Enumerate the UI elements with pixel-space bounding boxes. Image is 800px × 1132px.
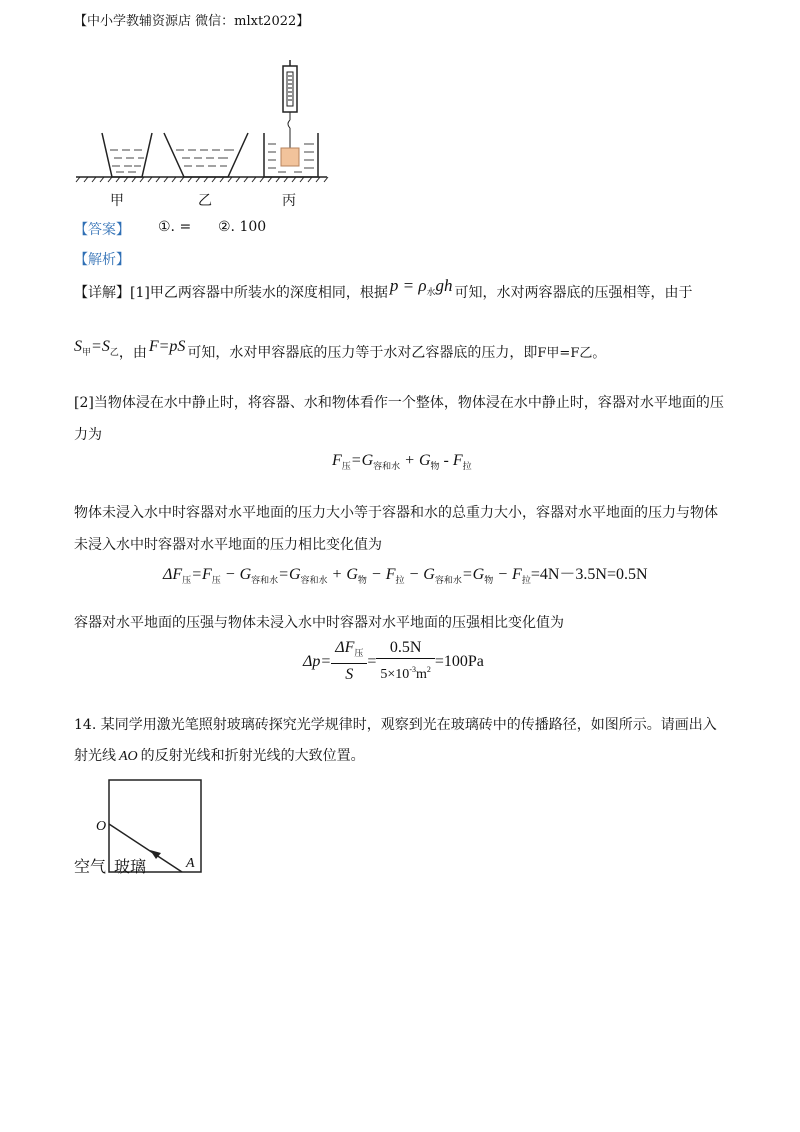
equation-1: $F_压=G_{容和水} + G_物 - F_拉$ [332, 452, 472, 471]
detail-p2-b: 可知，水对甲容器底的压力等于水对乙容器底的压力，即 [187, 345, 538, 361]
equation-3-result: =100Pa [434, 653, 484, 670]
q14-text-a: 射光线 [74, 748, 116, 764]
q14-ao: AO [119, 749, 138, 764]
analysis-tag: 【解析】 [74, 252, 130, 268]
question-14-line-2 [74, 745, 365, 765]
detail-line-1 [74, 276, 693, 304]
label-bing: 丙 [282, 193, 296, 209]
formula-f-ps: F=pS [148, 338, 186, 355]
detail-line-6: 未浸入水中时容器对水平地面的压力相比变化值为 [74, 537, 382, 553]
label-glass: 玻璃 [114, 857, 147, 876]
label-a: A [186, 856, 195, 871]
detail-line-7: 容器对水平地面的压强与物体未浸入水中时容器对水平地面的压强相比变化值为 [74, 615, 564, 631]
equation-3: Δp= $\frac{\Delta F_压}{S}$ = $\frac{0.5N}{5\times 10^{-3}m^2}$ =100Pa [303, 638, 484, 686]
formula-p-rho-gh: $p = \rho_水gh$ [389, 276, 453, 297]
q14-text-b: 的反射光线和折射光线的大致位置。 [140, 748, 365, 764]
fraction-values: $\frac{0.5N}{5\times 10^{-3}m^2}$ [376, 638, 434, 686]
detail-line-5: 物体未浸入水中时容器对水平地面的压力大小等于容器和水的总重力大小，容器对水平地面的压力与物体 [74, 505, 718, 521]
detail-line-2 [74, 338, 606, 364]
detail-p2-a: ，由 [118, 345, 147, 361]
header-text: 【中小学教辅资源店 微信：mlxt2022】 [74, 14, 310, 29]
formula-s-equal: $S_甲=S_乙$ [74, 338, 119, 357]
question-14-line-1: 14. 某同学用激光笔照射玻璃砖探究光学规律时，观察到光在玻璃砖中的传播路径，如图所示。请画出入 [74, 717, 717, 733]
spring-scale-icon [283, 60, 297, 148]
detail-line-3: [2]当物体浸在水中静止时，将容器、水和物体看作一个整体，物体浸在水中静止时，容器对水平地面的压 [74, 395, 724, 411]
container-yi [164, 133, 248, 177]
detail-p1-a: [1]甲乙两容器中所装水的深度相同，根据 [130, 285, 388, 301]
detail-line-4: 力为 [74, 427, 102, 443]
detail-p1-b: 可知，水对两容器底的压强相等，由于 [454, 285, 693, 301]
answer-1: ①. = [158, 219, 192, 235]
fraction-dF-S: $\frac{\Delta F_压}{S}$ [331, 638, 367, 686]
label-jia: 甲 [110, 193, 124, 209]
answer-2: ②. 100 [218, 219, 267, 235]
equation-2: $\Delta F_压=F_压 - G_{容和水}=G_{容和水} + G_物 - F_拉 - G_{容和水}=G_物 - F_拉=4N-3.5N=0.5N$ [163, 566, 648, 585]
label-yi: 乙 [198, 193, 212, 209]
detail-p2-eq: F甲=F乙。 [537, 346, 606, 361]
detail-tag: 【详解】 [74, 285, 130, 301]
object-block [281, 148, 299, 166]
answer-tag: 【答案】 [74, 222, 130, 238]
label-o: O [96, 819, 107, 834]
container-jia [102, 133, 152, 177]
label-air: 空气 [74, 857, 107, 876]
equation-2-result: =4N－3.5N=0.5N [530, 566, 648, 583]
